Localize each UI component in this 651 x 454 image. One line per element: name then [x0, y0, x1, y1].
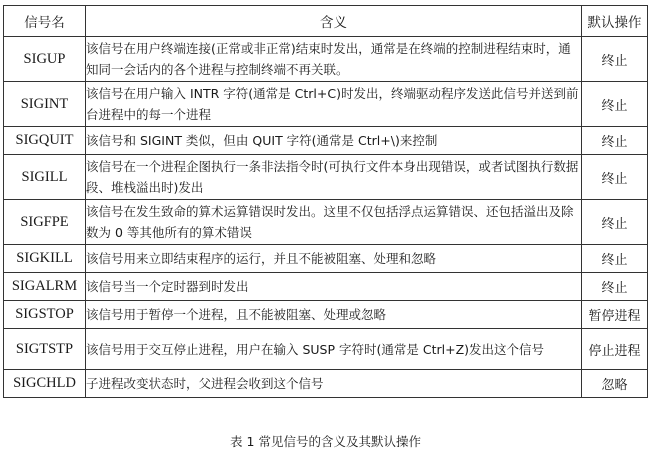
- signal-desc-cell: 该信号用来立即结束程序的运行，并且不能被阻塞、处理和忽略: [86, 245, 582, 273]
- table-row: [4, 273, 648, 301]
- signal-desc-cell: 该信号在用户输入 INTR 字符(通常是 Ctrl+C)时发出，终端驱动程序发送此信号并送到前台进程中的每一个进程: [86, 82, 582, 127]
- header-default-action: 默认操作: [582, 6, 648, 37]
- signal-name-cell: SIGINT: [4, 82, 86, 127]
- table-caption: 表 1 常见信号的含义及其默认操作: [230, 434, 421, 449]
- signal-action-cell: 停止进程: [582, 329, 648, 370]
- table-body: [4, 37, 648, 398]
- table-row: [4, 329, 648, 370]
- header-signal-name: 信号名: [4, 6, 86, 37]
- signal-name-cell: SIGILL: [4, 155, 86, 200]
- signal-name-cell: SIGTSTP: [4, 329, 86, 370]
- signal-action-cell: 终止: [582, 200, 648, 245]
- signal-desc-cell: 该信号和 SIGINT 类似，但由 QUIT 字符(通常是 Ctrl+\)来控制: [86, 127, 582, 155]
- signal-name-cell: SIGQUIT: [4, 127, 86, 155]
- signal-action-cell: 终止: [582, 245, 648, 273]
- signal-desc-cell: 该信号用于暂停一个进程，且不能被阻塞、处理或忽略: [86, 301, 582, 329]
- signal-name-cell: SIGUP: [4, 37, 86, 82]
- table-row: [4, 37, 648, 82]
- signal-name-cell: SIGFPE: [4, 200, 86, 245]
- signal-desc-cell: 该信号在一个进程企图执行一条非法指令时(可执行文件本身出现错误，或者试图执行数据段、堆栈溢出时)发出: [86, 155, 582, 200]
- table-row: [4, 82, 648, 127]
- signal-name-cell: SIGCHLD: [4, 370, 86, 398]
- signal-table: [3, 5, 648, 398]
- header-meaning: 含义: [86, 6, 582, 37]
- signal-action-cell: 暂停进程: [582, 301, 648, 329]
- header-row: [4, 6, 648, 37]
- signal-desc-cell: 该信号当一个定时器到时发出: [86, 273, 582, 301]
- signal-action-cell: 终止: [582, 273, 648, 301]
- signal-desc-cell: 该信号用于交互停止进程，用户在输入 SUSP 字符时(通常是 Ctrl+Z)发出这个信号: [86, 329, 582, 370]
- signal-name-cell: SIGKILL: [4, 245, 86, 273]
- signal-name-cell: SIGALRM: [4, 273, 86, 301]
- signal-action-cell: 终止: [582, 127, 648, 155]
- signal-action-cell: 终止: [582, 155, 648, 200]
- table-row: [4, 301, 648, 329]
- signal-action-cell: 忽略: [582, 370, 648, 398]
- signal-desc-cell: 该信号在用户终端连接(正常或非正常)结束时发出，通常是在终端的控制进程结束时，通知同一会话内的各个进程与控制终端不再关联。: [86, 37, 582, 82]
- signal-name-cell: SIGSTOP: [4, 301, 86, 329]
- signal-action-cell: 终止: [582, 37, 648, 82]
- table-header: [4, 6, 648, 37]
- table-row: [4, 370, 648, 398]
- table-row: [4, 155, 648, 200]
- table-row: [4, 245, 648, 273]
- signal-action-cell: 终止: [582, 82, 648, 127]
- table-row: [4, 127, 648, 155]
- signal-desc-cell: 该信号在发生致命的算术运算错误时发出。这里不仅包括浮点运算错误、还包括溢出及除数为 0 等其他所有的算术错误: [86, 200, 582, 245]
- table-row: [4, 200, 648, 245]
- signal-desc-cell: 子进程改变状态时，父进程会收到这个信号: [86, 370, 582, 398]
